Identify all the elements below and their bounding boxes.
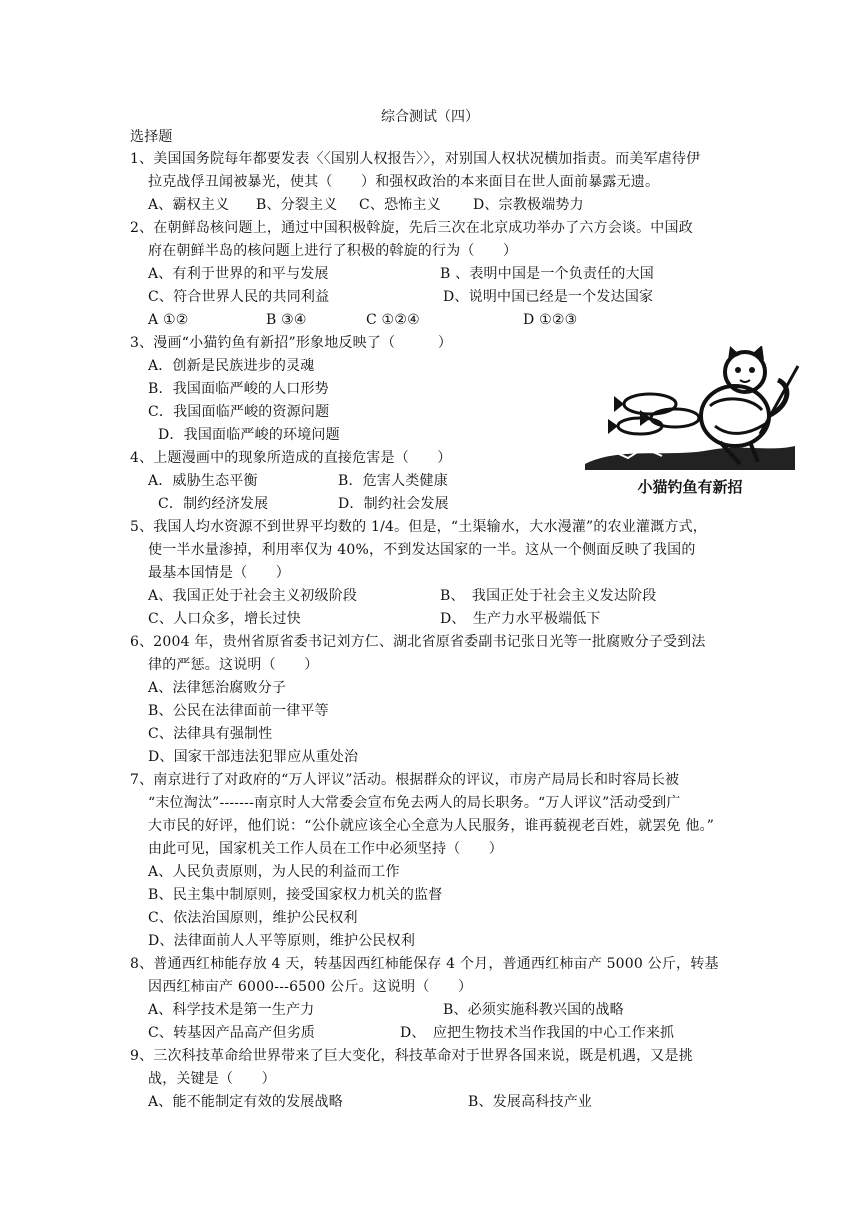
- q4-option-a: A．威胁生态平衡: [148, 473, 258, 489]
- q6-option-a: A、法律惩治腐败分子: [148, 680, 287, 696]
- q7-option-d: D、法律面前人人平等原则，维护公民权利: [148, 933, 416, 949]
- q2-option-c: C ①②④: [366, 312, 420, 328]
- q2-option-b: B ③④: [266, 312, 307, 328]
- page-title: 综合测试（四）: [381, 109, 479, 125]
- q8-stem-line1: 8、普通西红柿能存放 4 天，转基因西红柿能保存 4 个月，普通西红柿亩产 5000 公斤，转基: [130, 956, 719, 972]
- q4-option-b: B．危害人类健康: [338, 473, 448, 489]
- cat-fishing-cartoon: [580, 346, 800, 474]
- q1-stem-line1: 1、美国国务院每年都要发表〈〈国别人权报告〉〉，对别国人权状况横加指责。而美军虐待伊: [130, 151, 701, 167]
- cartoon-illustration: [580, 346, 800, 506]
- q7-option-c: C、依法治国原则，维护公民权利: [148, 910, 358, 926]
- q4-stem: 4、上题漫画中的现象所造成的直接危害是（ ）: [130, 450, 452, 466]
- q1-option-c: C、恐怖主义: [359, 197, 441, 213]
- q3-option-c: C．我国面临严峻的资源问题: [148, 404, 330, 420]
- q4-option-c: C．制约经济发展: [158, 496, 269, 512]
- q2-statement-1: A、有利于世界的和平与发展: [148, 266, 329, 282]
- q8-stem-line2: 因西红柿亩产 6000---6500 公斤。这说明（ ）: [148, 979, 473, 995]
- q7-option-a: A、人民负责原则，为人民的利益而工作: [148, 864, 400, 880]
- q5-stem-line1: 5、我国人均水资源不到世界平均数的 1/4。但是，“土渠输水，大水漫灌”的农业灌溉方式，: [130, 519, 708, 535]
- q2-statement-3: C、符合世界人民的共同利益: [148, 289, 330, 305]
- q3-option-a: A．创新是民族进步的灵魂: [148, 358, 315, 374]
- q5-option-d: D、 生产力水平极端低下: [440, 611, 601, 627]
- q2-statement-2: B 、表明中国是一个负责任的大国: [440, 266, 654, 282]
- q5-option-c: C、人口众多，增长过快: [148, 611, 301, 627]
- section-heading: 选择题: [130, 129, 173, 145]
- q1-stem-line2: 拉克战俘丑闻被暴光，使其（ ）和强权政治的本来面目在世人面前暴露无遗。: [148, 174, 660, 190]
- q7-option-b: B、民主集中制原则，接受国家权力机关的监督: [148, 887, 443, 903]
- q8-option-c: C、转基因产品高产但劣质: [148, 1025, 316, 1041]
- q9-stem-line2: 战，关键是（ ）: [148, 1071, 276, 1087]
- q3-option-d: D．我国面临严峻的环境问题: [158, 427, 340, 443]
- q3-option-b: B．我国面临严峻的人口形势: [148, 381, 329, 397]
- q6-option-c: C、法律具有强制性: [148, 726, 273, 742]
- q2-stem-line1: 2、在朝鲜岛核问题上，通过中国积极斡旋，先后三次在北京成功举办了六方会谈。中国政: [130, 220, 693, 236]
- q8-option-a: A、科学技术是第一生产力: [148, 1002, 315, 1018]
- q5-stem-line2: 使一半水量渗掉，利用率仅为 40%，不到发达国家的一半。这从一个侧面反映了我国的: [148, 542, 696, 558]
- q6-stem-line1: 6、2004 年，贵州省原省委书记刘方仁、湖北省原省委副书记张日光等一批腐败分子受到法: [130, 634, 706, 650]
- q2-option-a: A ①②: [148, 312, 189, 328]
- q6-option-d: D、国家干部违法犯罪应从重处治: [148, 749, 359, 765]
- q5-stem-line3: 最基本国情是（ ）: [148, 565, 290, 581]
- q1-option-a: A、霸权主义: [148, 197, 230, 213]
- q7-stem-line2: “末位淘汰”-------南京时人大常委会宣布免去两人的局长职务。“万人评议”活动受到广: [148, 795, 681, 811]
- q8-option-b: B、必须实施科教兴国的战略: [443, 1002, 624, 1018]
- q1-option-d: D、宗教极端势力: [473, 197, 584, 213]
- q7-stem-line4: 由此可见，国家机关工作人员在工作中必须坚持（ ）: [148, 841, 503, 857]
- q2-option-d: D ①②③: [523, 312, 578, 328]
- cartoon-caption: 小猫钓鱼有新招: [637, 478, 743, 496]
- q7-stem-line1: 7、南京进行了对政府的“万人评议”活动。根据群众的评议，市房产局局长和时容局长被: [130, 772, 680, 788]
- q6-stem-line2: 律的严惩。这说明（ ）: [148, 657, 319, 673]
- q5-option-b: B、 我国正处于社会主义发达阶段: [440, 588, 657, 604]
- q9-option-a: A、能不能制定有效的发展战略: [148, 1094, 343, 1110]
- q3-stem: 3、漫画“小猫钓鱼有新招”形象地反映了（ ）: [130, 335, 453, 351]
- q2-stem-line2: 府在朝鲜半岛的核问题上进行了积极的斡旋的行为（ ）: [148, 243, 518, 259]
- q1-option-b: B、分裂主义: [256, 197, 338, 213]
- q9-stem-line1: 9、三次科技革命给世界带来了巨大变化，科技革命对于世界各国来说，既是机遇，又是挑: [130, 1048, 693, 1064]
- q4-option-d: D．制约社会发展: [338, 496, 449, 512]
- q9-option-b: B、发展高科技产业: [468, 1094, 593, 1110]
- q6-option-b: B、公民在法律面前一律平等: [148, 703, 329, 719]
- q8-option-d: D、 应把生物技术当作我国的中心工作来抓: [400, 1025, 675, 1041]
- q5-option-a: A、我国正处于社会主义初级阶段: [148, 588, 358, 604]
- q2-statement-4: D、说明中国已经是一个发达国家: [443, 289, 654, 305]
- q7-stem-line3: 大市民的好评，他们说：“公仆就应该全心全意为人民服务，谁再藐视老百姓，就罢免 他。”: [148, 818, 715, 834]
